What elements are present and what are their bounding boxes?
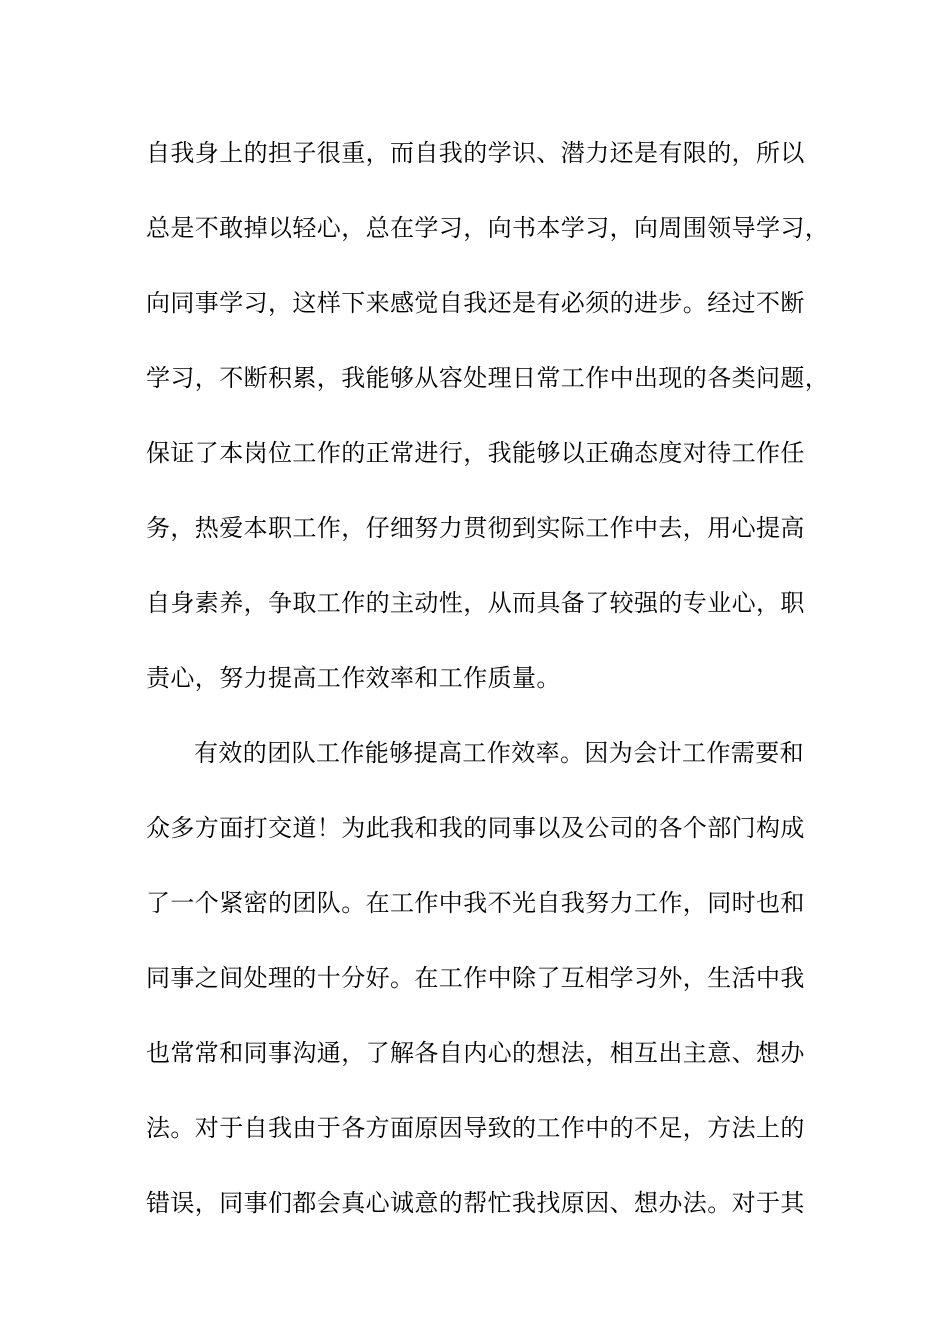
document-body xyxy=(146,128,830,1253)
text-line: 学习，不断积累，我能够从容处理日常工作中出现的各类问题， xyxy=(146,364,830,392)
text-line: 了一个紧密的团队。在工作中我不光自我努力工作，同时也和 xyxy=(146,889,805,917)
text-line: 责心，努力提高工作效率和工作质量。 xyxy=(146,664,561,692)
text-line: 保证了本岗位工作的正常进行，我能够以正确态度对待工作任 xyxy=(146,439,805,467)
text-line: 众多方面打交道！为此我和我的同事以及公司的各个部门构成 xyxy=(146,814,805,842)
text-line: 有效的团队工作能够提高工作效率。因为会计工作需要和 xyxy=(194,739,804,767)
text-line: 务，热爱本职工作，仔细努力贯彻到实际工作中去，用心提高 xyxy=(146,514,805,542)
text-line: 总是不敢掉以轻心，总在学习，向书本学习，向周围领导学习， xyxy=(146,214,830,242)
text-line: 同事之间处理的十分好。在工作中除了互相学习外，生活中我 xyxy=(146,964,805,992)
paragraph xyxy=(146,128,830,728)
text-line: 法。对于自我由于各方面原因导致的工作中的不足，方法上的 xyxy=(146,1114,805,1142)
text-line: 错误，同事们都会真心诚意的帮忙我找原因、想办法。对于其 xyxy=(146,1189,805,1217)
text-line: 向同事学习，这样下来感觉自我还是有必须的进步。经过不断 xyxy=(146,289,805,317)
paragraph xyxy=(146,728,826,1253)
text-line: 也常常和同事沟通，了解各自内心的想法，相互出主意、想办 xyxy=(146,1039,805,1067)
text-line: 自身素养，争取工作的主动性，从而具备了较强的专业心，职 xyxy=(146,589,805,617)
text-line: 自我身上的担子很重，而自我的学识、潜力还是有限的，所以 xyxy=(146,139,805,167)
